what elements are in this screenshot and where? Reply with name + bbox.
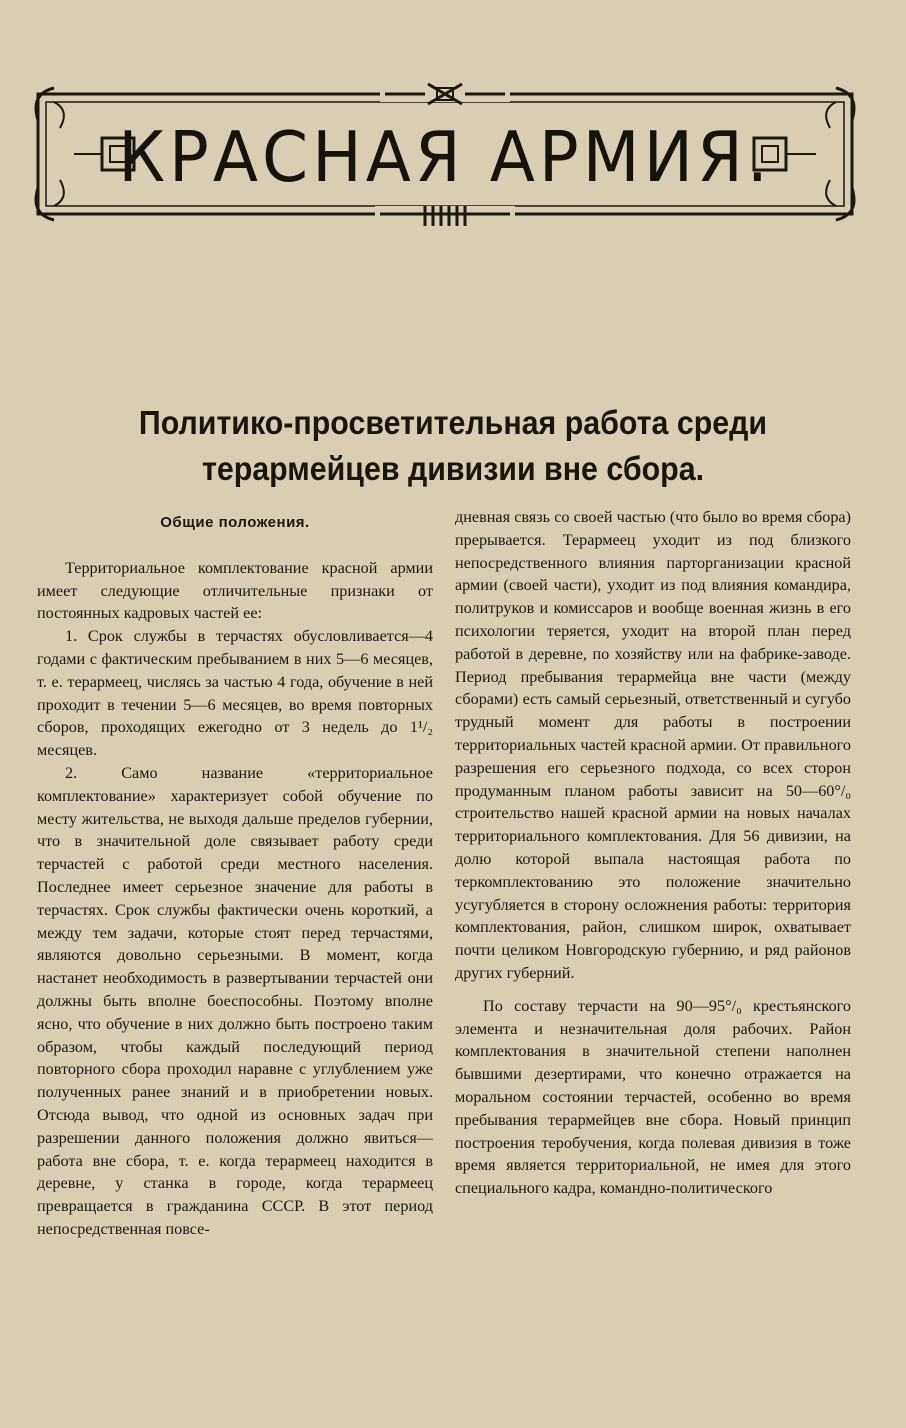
right-column	[455, 506, 851, 1200]
paragraph: 2. Само название «территориальное комплектование» характеризует собой обучение по месту жительства, не выходя дальше пределов губернии, что в значительной доле связывает работу среди терчастей с работой среди местного населения. Последнее имеет серьезное значение для работы в терчастях. Срок службы фактически очень короткий, а между тем задачи, которые стоят перед терчастями, являются довольно серьезными. В момент, когда настанет необходимость в развертывании терчастей они должны быть вполне боеспособны. Поэтому вполне ясно, что обучение в них должно быть построено таким образом, чтобы каждый последующий период повторного сбора проходил наравне с углублением уже полученных ранее знаний и в приобретении новых. Отсюда вывод, что одной из основных задач при разрешении данного положения должно явиться—работа вне сбора, т. е. когда терармеец находится в деревне, у станка в городе, когда терармеец превращается в гражданина СССР. В этот период непосредственная повсе-	[37, 763, 433, 1238]
paragraph: Территориальное комплектование красной армии имеет следующие отличительные признаки от постоянных кадровых частей ее:	[37, 558, 433, 623]
section-subheading: Общие положения.	[160, 514, 310, 531]
article-title	[91, 400, 814, 492]
article-title-line-2: терармейцев дивизии вне сбора.	[201, 450, 705, 487]
paragraph: 1. Срок службы в терчастях обусловливается—4 годами с фактическим пребыванием в них 5—6 месяцев, т. е. терармеец, числясь за частью 4 года, обучение в ней проходит в течении 5—6 месяцев, во время повторных сборов, проходящих ежегодно от 3 недель до 1¹/₂ месяцев.	[37, 627, 433, 760]
masthead-frame	[30, 80, 860, 230]
left-column	[37, 506, 433, 1241]
masthead-title: КРАСНАЯ АРМИЯ.	[118, 117, 772, 198]
paragraph: По составу терчасти на 90—95°/₀ крестьянского элемента и незначительная доля рабочих. Район комплектования в значительной степени наполнен бывшими дезертирами, что конечно отражается на моральном состоянии терчастей, особенно во время пребывания терармейцев вне сбора. Новый принцип построения теробучения, когда полевая дивизия в тоже время является территориальной, не имея для этого специального кадра, командно-политического	[455, 996, 851, 1198]
article-title-line-1: Политико-просветительная работа среди	[138, 404, 768, 441]
paragraph: дневная связь со своей частью (что было во время сбора) прерывается. Терармеец уходит из под близкого непосредственного влияния парторганизации красной армии (своей части), уходит из под влияния командира, политруков и комиссаров и вообще военная жизнь в его психологии теряется, уходит на второй план перед работой в деревне, по хозяйству или на фабрике-заводе. Период пребывания терармейца вне части (между сборами) есть самый серьезный, ответственный и сугубо трудный момент для работы в построении территориальных частей красной армии. От правильного разрешения его серьезного подхода, со всех сторон продуманным планом работы зависит на 50—60°/₀ строительство нашей красной армии на новых началах территориального комплектования. Для 56 дивизии, на долю которой выпала настоящая работа по теркомплектованию это положение значительно усугубляется в сторону осложнения работы: территория комплектования, район, слишком широк, охватывает почти целиком Новгородскую губернию, и ряд районов других губерний.	[455, 508, 851, 982]
